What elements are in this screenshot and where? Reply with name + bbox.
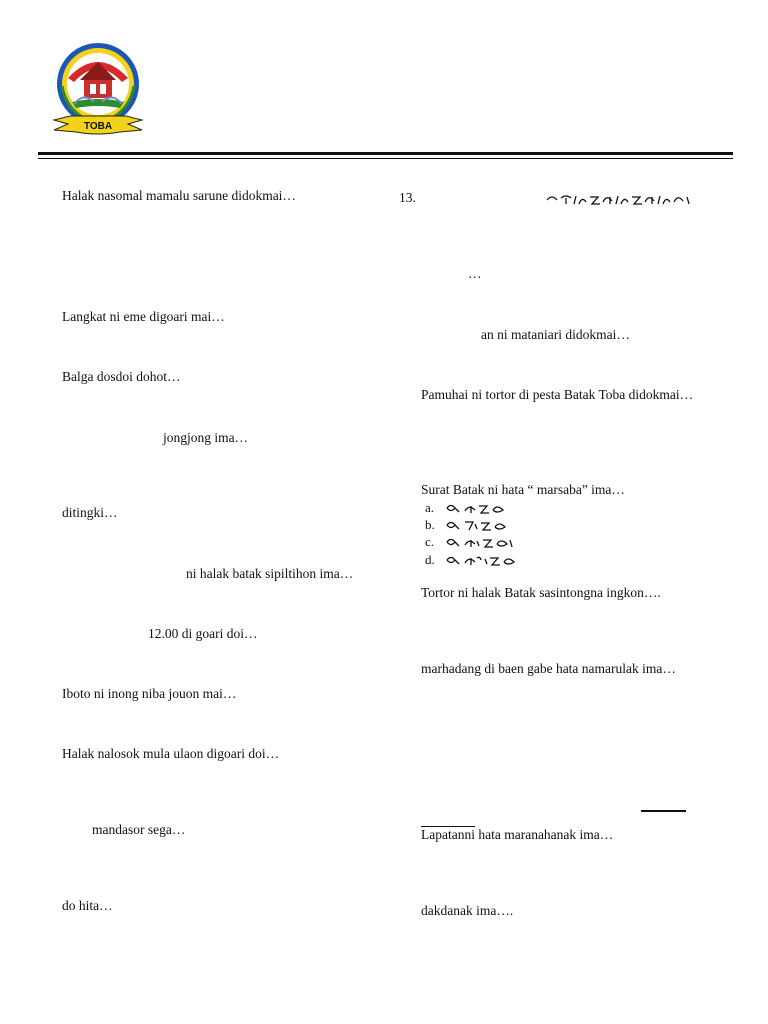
- question-left-6: ni halak batak sipiltihon ima…: [186, 566, 354, 581]
- batak-option-d-glyph: [445, 554, 525, 566]
- question-right-pamuhai: Pamuhai ni tortor di pesta Batak Toba didokmai…: [421, 387, 694, 402]
- question-left-5: ditingki…: [62, 505, 118, 520]
- question-left-3: Balga dosdoi dohot…: [62, 369, 181, 384]
- question-left-10: mandasor sega…: [92, 822, 186, 837]
- question-left-7: 12.00 di goari doi…: [148, 626, 258, 641]
- answer-option-a[interactable]: [425, 499, 525, 516]
- batak-option-b-glyph: [445, 519, 525, 531]
- question-right-surat-batak: Surat Batak ni hata “ marsaba” ima…: [421, 482, 625, 497]
- question-right-tortor: Tortor ni halak Batak sasintongna ingkon….: [421, 585, 661, 600]
- answer-blank-line: [641, 810, 686, 812]
- question-right-matani-ari: an ni mataniari didokmai…: [481, 327, 630, 342]
- question-left-9: Halak nalosok mula ulaon digoari doi…: [62, 746, 280, 761]
- question-right-dakdanak: dakdanak ima….: [421, 903, 514, 918]
- question-left-1: Halak nasomal mamalu sarune didokmai…: [62, 188, 296, 203]
- question-left-2: Langkat ni eme digoari mai…: [62, 309, 225, 324]
- option-letter: b.: [425, 516, 435, 532]
- batak-script-q13: [546, 192, 692, 206]
- question-left-4: jongjong ima…: [163, 430, 249, 445]
- answer-option-c[interactable]: [425, 534, 525, 551]
- batak-option-a-glyph: [445, 502, 525, 514]
- header-rule-thin: [38, 158, 733, 159]
- option-letter: c.: [425, 534, 435, 550]
- question-right-lapatanni: Lapatanni hata maranahanak ima…: [421, 827, 614, 842]
- option-letter: d.: [425, 551, 435, 567]
- logo-banner-text: TOBA: [83, 121, 113, 132]
- question-13-ellipsis: …: [468, 266, 482, 281]
- option-letter: a.: [425, 499, 435, 515]
- question-right-marhadang: marhadang di baen gabe hata namarulak ima…: [421, 661, 676, 676]
- answer-option-b[interactable]: [425, 516, 525, 533]
- answer-options: [425, 499, 525, 568]
- question-left-11: do hita…: [62, 898, 113, 913]
- question-13-number: 13.: [399, 190, 416, 205]
- answer-option-d[interactable]: [425, 551, 525, 568]
- header-rule-thick: [38, 152, 733, 155]
- question-left-8: Iboto ni inong niba jouon mai…: [62, 686, 237, 701]
- batak-option-c-glyph: [445, 536, 525, 548]
- toba-logo: [50, 38, 146, 136]
